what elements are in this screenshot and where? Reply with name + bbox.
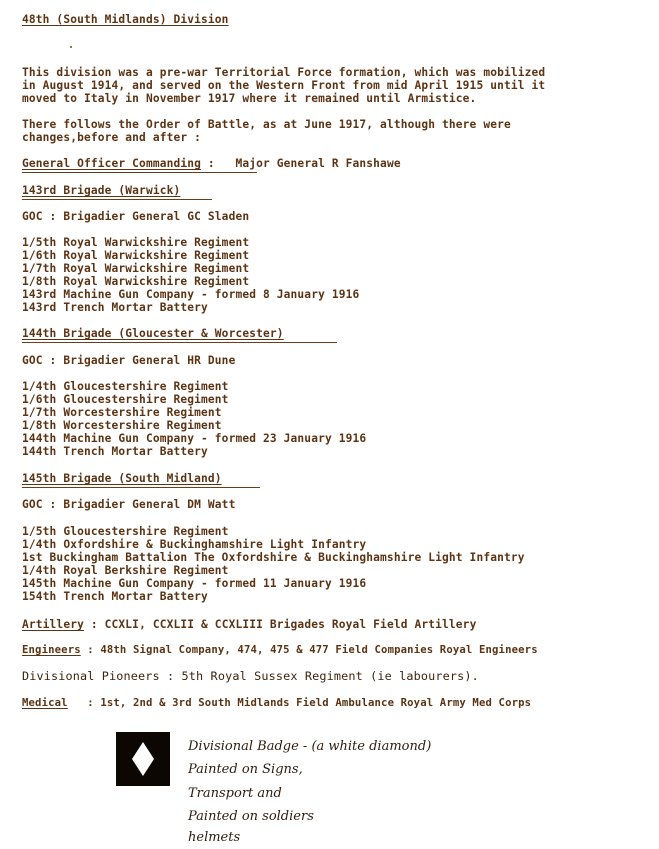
brigade-144-unit: 1/8th Worcestershire Regiment	[22, 419, 222, 432]
brigade-145-unit: 1/4th Oxfordshire & Buckinghamshire Light Infantry	[22, 538, 367, 551]
brigade-145-heading: 145th Brigade (South Midland)	[22, 472, 222, 485]
document-title: 48th (South Midlands) Division	[22, 13, 229, 26]
brigade-145-unit: 154th Trench Mortar Battery	[22, 590, 208, 603]
brigade-144-unit: 1/4th Gloucestershire Regiment	[22, 380, 229, 393]
handwritten-note-line: Transport and	[188, 786, 282, 801]
handwritten-note-line: Painted on soldiers	[188, 809, 314, 824]
brigade-144-heading: 144th Brigade (Gloucester & Worcester)	[22, 327, 284, 340]
brigade-143-unit: 143rd Machine Gun Company - formed 8 January 1916	[22, 288, 360, 301]
brigade-143-underline	[22, 199, 212, 200]
artillery-label: Artillery	[22, 618, 84, 631]
artillery-value: : CCXLI, CCXLII & CCXLIII Brigades Royal Field Artillery	[83, 618, 477, 631]
brigade-143-commander: GOC : Brigadier General GC Sladen	[22, 210, 250, 223]
handwritten-note-line: Painted on Signs,	[188, 762, 303, 777]
medical-label: Medical	[22, 697, 68, 709]
brigade-144-unit: 144th Trench Mortar Battery	[22, 445, 208, 458]
order-intro-line-2: changes,before and after :	[22, 131, 202, 144]
intro-line-3: moved to Italy in November 1917 where it remained until Armistice.	[22, 92, 477, 105]
brigade-145-unit: 1/4th Royal Berkshire Regiment	[22, 564, 229, 577]
goc-underline	[22, 172, 257, 173]
brigade-144-underline	[22, 342, 337, 343]
intro-line-2: in August 1914, and served on the Western Front from mid April 1915 until it	[22, 79, 546, 92]
brigade-143-unit: 1/6th Royal Warwickshire Regiment	[22, 249, 250, 262]
handwritten-note-line: helmets	[188, 830, 241, 845]
engineers-label: Engineers	[22, 644, 81, 656]
brigade-144-commander: GOC : Brigadier General HR Dune	[22, 354, 236, 367]
brigade-143-heading: 143rd Brigade (Warwick)	[22, 184, 181, 197]
handwritten-note-line: Divisional Badge - (a white diamond)	[188, 739, 432, 754]
brigade-145-unit: 145th Machine Gun Company - formed 11 January 1916	[22, 577, 367, 590]
medical-row	[22, 697, 531, 710]
pioneers-row: Divisional Pioneers : 5th Royal Sussex Regiment (ie labourers).	[22, 669, 479, 683]
brigade-145-unit: 1/5th Gloucestershire Regiment	[22, 525, 229, 538]
brigade-143-unit: 1/8th Royal Warwickshire Regiment	[22, 275, 250, 288]
order-intro-line-1: There follows the Order of Battle, as at June 1917, although there were	[22, 118, 511, 131]
brigade-143-unit: 1/5th Royal Warwickshire Regiment	[22, 236, 250, 249]
artillery-row	[22, 618, 476, 631]
goc-value: : Major General R Fanshawe	[201, 157, 401, 170]
brigade-144-unit: 1/6th Gloucestershire Regiment	[22, 393, 229, 406]
engineers-row	[22, 644, 538, 657]
intro-line-1: This division was a pre-war Territorial Force formation, which was mobilized	[22, 66, 546, 79]
stray-mark	[70, 46, 72, 48]
brigade-143-unit: 143rd Trench Mortar Battery	[22, 301, 208, 314]
brigade-144-unit: 1/7th Worcestershire Regiment	[22, 406, 222, 419]
brigade-145-unit: 1st Buckingham Battalion The Oxfordshire & Buckinghamshire Light Infantry	[22, 551, 525, 564]
goc-label: General Officer Commanding	[22, 157, 202, 170]
medical-value: : 1st, 2nd & 3rd South Midlands Field Ambulance Royal Army Med Corps	[67, 697, 532, 709]
engineers-value: : 48th Signal Company, 474, 475 & 477 Field Companies Royal Engineers	[80, 644, 538, 656]
brigade-144-unit: 144th Machine Gun Company - formed 23 January 1916	[22, 432, 367, 445]
diamond-icon	[132, 742, 154, 776]
brigade-143-unit: 1/7th Royal Warwickshire Regiment	[22, 262, 250, 275]
divisional-badge	[116, 732, 170, 786]
brigade-145-commander: GOC : Brigadier General DM Watt	[22, 498, 236, 511]
brigade-145-underline	[22, 487, 260, 488]
goc-row	[22, 157, 401, 170]
